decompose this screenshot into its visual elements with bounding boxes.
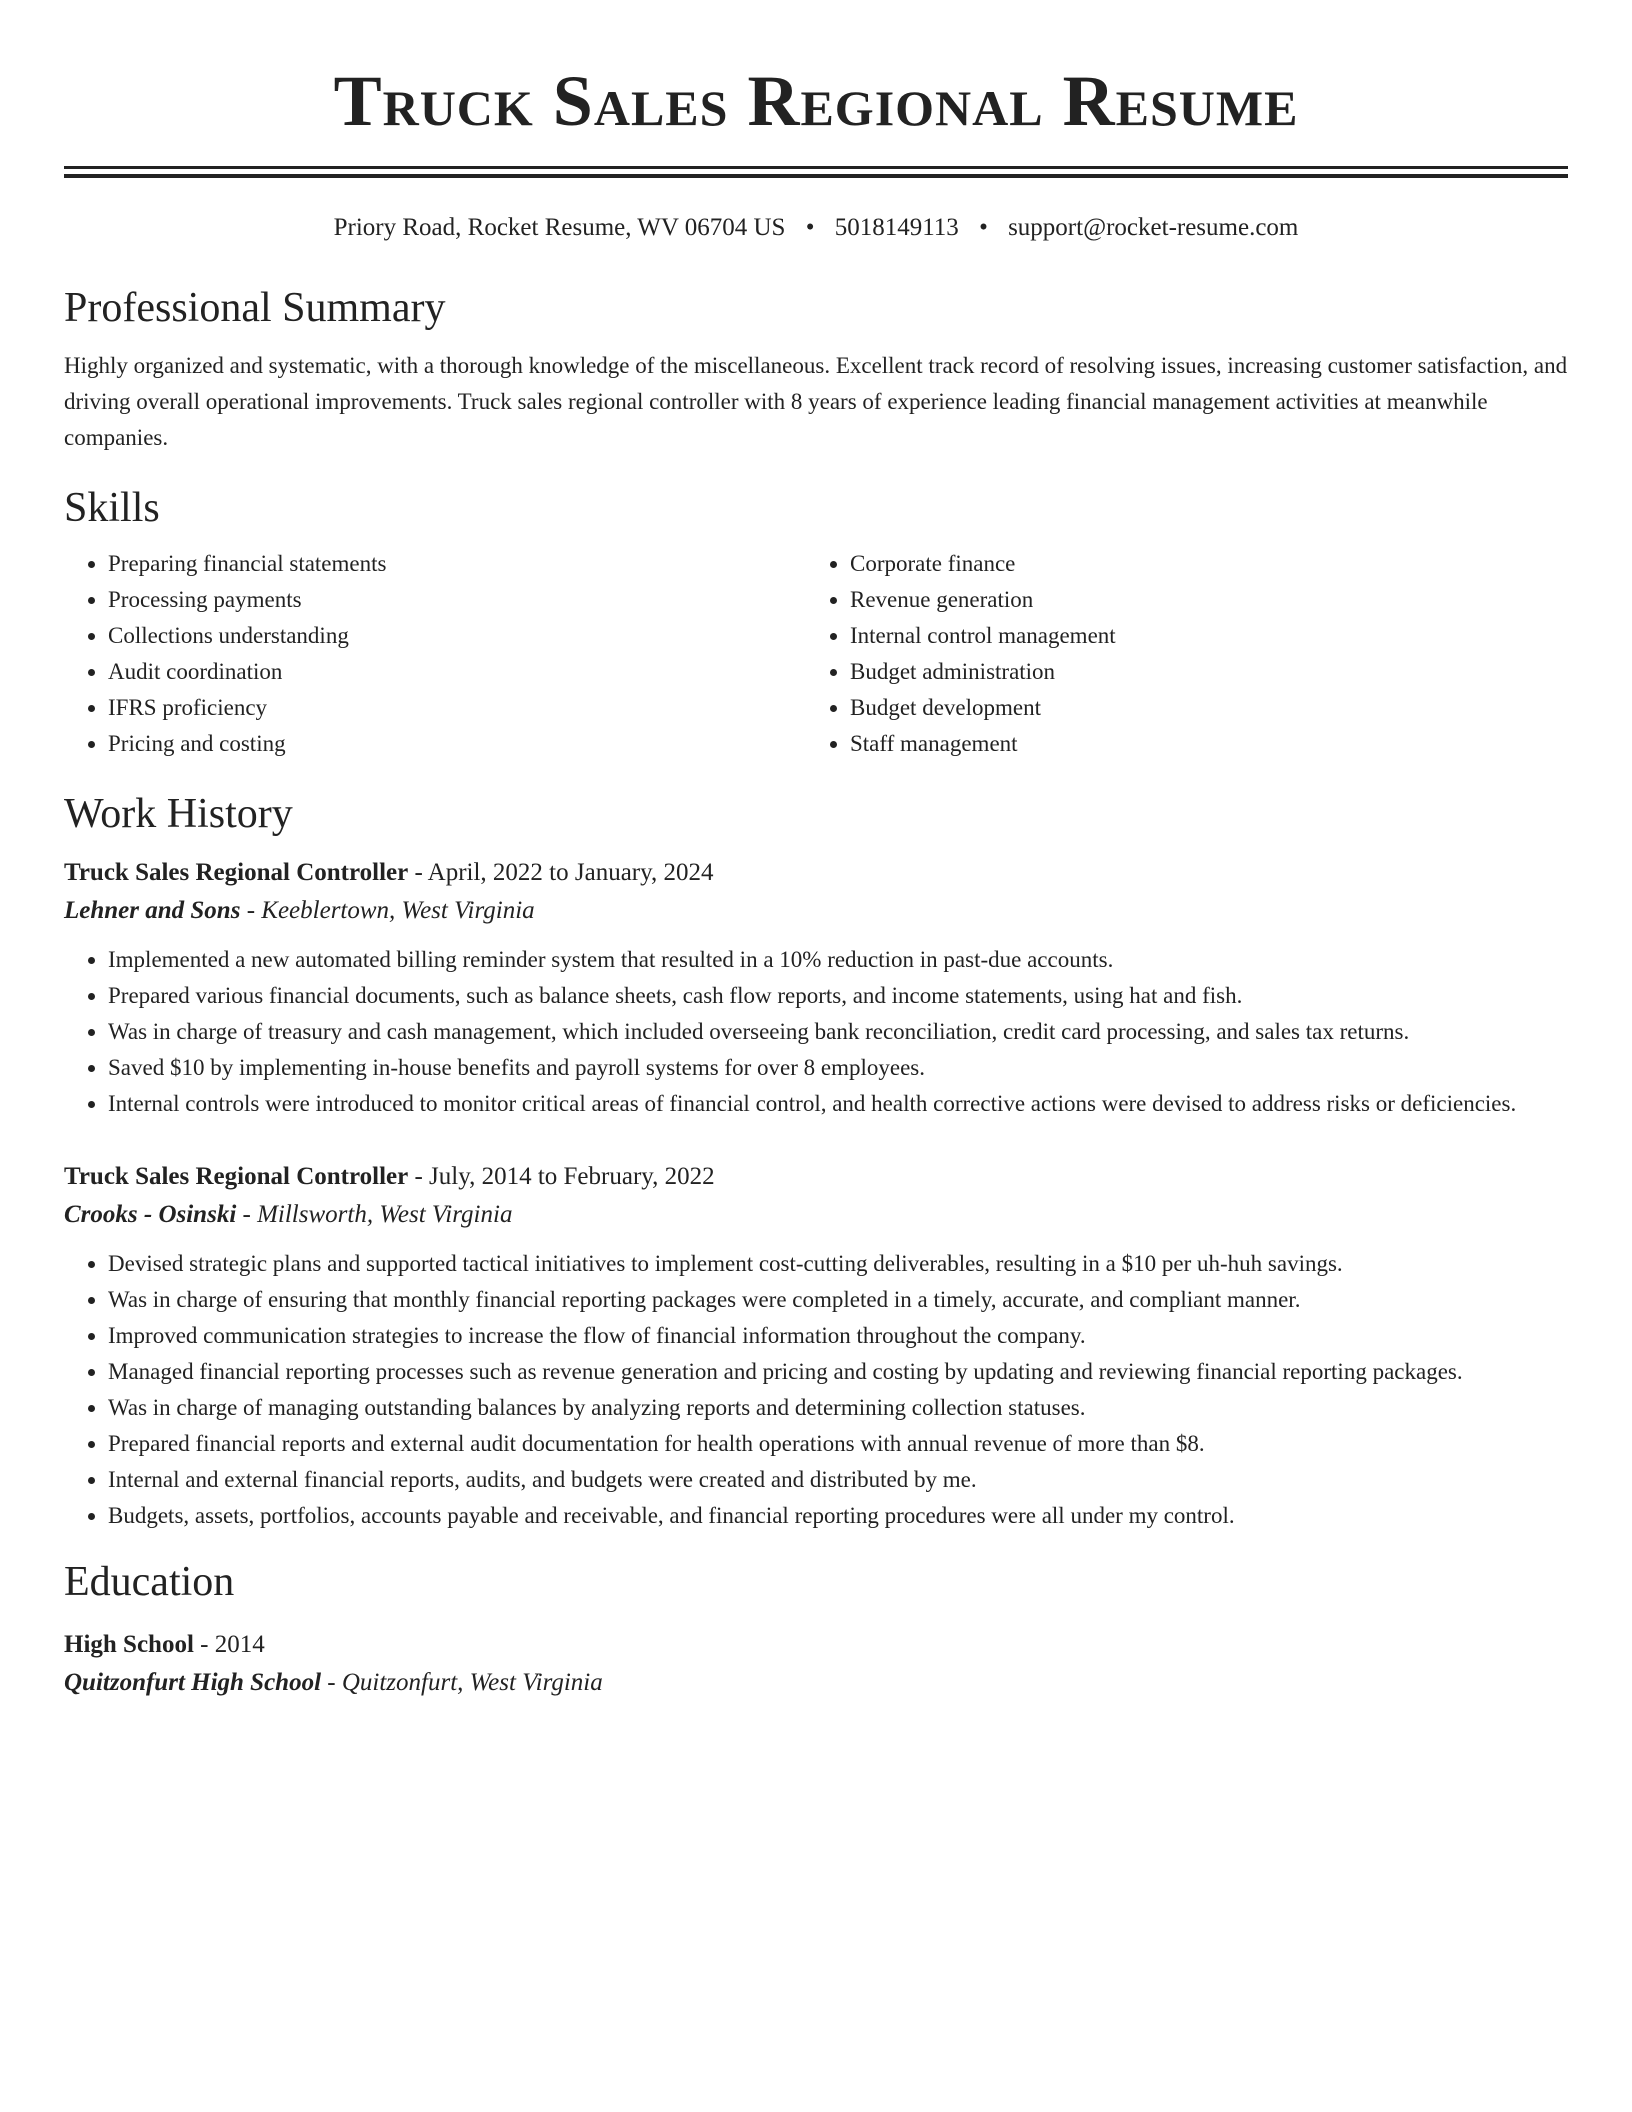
job-title: Truck Sales Regional Controller [64,1163,409,1190]
skills-heading: Skills [64,485,160,531]
title-divider [64,166,1568,178]
job-entry [64,1158,1568,1534]
skill-item: • Processing payments [108,582,806,618]
work-history-heading: Work History [64,791,293,837]
education-school: Quitzonfurt High School [64,1669,322,1696]
job-entry [64,854,1568,1122]
job-company: Crooks - Osinski [64,1201,237,1228]
education-degree-line [64,1626,1568,1664]
job-bullet: • Was in charge of ensuring that monthly financial reporting packages were completed in a timely, accurate, and compliant manner. [108,1282,1568,1318]
job-dates: - April, 2022 to January, 2024 [408,859,714,886]
skills-column-right [806,546,1548,762]
contact-separator: • [979,214,988,241]
contact-phone: 5018149113 [834,214,959,241]
contact-line [64,212,1568,244]
job-dates: - July, 2014 to February, 2022 [408,1163,715,1190]
job-company: Lehner and Sons [64,897,241,924]
job-bullet: • Managed financial reporting processes such as revenue generation and pricing and costing by updating and reviewing financial reporting packages. [108,1354,1568,1390]
education-school-line [64,1664,1568,1702]
skill-item: • Audit coordination [108,654,806,690]
skill-item: • Internal control management [850,618,1548,654]
job-header [64,854,1568,892]
skill-item: • Budget administration [850,654,1548,690]
contact-separator: • [805,214,815,241]
skill-item: • Corporate finance [850,546,1548,582]
skill-item: • Staff management [850,726,1548,762]
job-bullet: • Was in charge of treasury and cash management, which included overseeing bank reconciliation, credit card processing, and sales tax returns. [108,1014,1568,1050]
skill-item: • Budget development [850,690,1548,726]
summary-text: Highly organized and systematic, with a thorough knowledge of the miscellaneous. Excellent track record of resolving issues, increasing customer satisfaction, and driving overall operational improvements. Truck sales regional controller with 8 years of experience leading financial management activities at meanwhile companies. [64,353,1568,450]
job-location: - Keeblertown, West Virginia [240,897,535,924]
job-header [64,1158,1568,1196]
job-title: Truck Sales Regional Controller [64,859,409,886]
skill-item: • IFRS proficiency [108,690,806,726]
contact-email: support@rocket-resume.com [1008,214,1299,241]
job-bullet: • Prepared various financial documents, such as balance sheets, cash flow reports, and income statements, using hat and fish. [108,978,1568,1014]
skill-item: • Preparing financial statements [108,546,806,582]
job-bullet: • Saved $10 by implementing in-house benefits and payroll systems for over 8 employees. [108,1050,1568,1086]
education-heading: Education [64,1559,235,1605]
job-bullet: • Improved communication strategies to increase the flow of financial information throughout the company. [108,1318,1568,1354]
education-location: - Quitzonfurt, West Virginia [321,1669,603,1696]
job-company-line [64,892,1568,930]
skills-list [64,546,1568,762]
education-degree: High School [64,1631,194,1658]
job-bullet: • Was in charge of managing outstanding balances by analyzing reports and determining collection statuses. [108,1390,1568,1426]
resume-title: Truck Sales Regional Resume [333,61,1299,141]
job-bullet: • Internal controls were introduced to monitor critical areas of financial control, and health corrective actions were devised to address risks or deficiencies. [108,1086,1568,1122]
skill-item: • Pricing and costing [108,726,806,762]
job-bullets [64,1246,1568,1534]
job-company-line [64,1196,1568,1234]
education-year: - 2014 [193,1631,265,1658]
job-bullet: • Prepared financial reports and external audit documentation for health operations with annual revenue of more than $8. [108,1426,1568,1462]
contact-address: Priory Road, Rocket Resume, WV 06704 US [333,214,786,241]
summary-heading: Professional Summary [64,285,446,331]
skills-column-left [64,546,806,762]
job-bullets [64,942,1568,1122]
job-bullet: • Devised strategic plans and supported tactical initiatives to implement cost-cutting deliverables, resulting in a $10 per uh-huh savings. [108,1246,1568,1282]
job-bullet: • Budgets, assets, portfolios, accounts payable and receivable, and financial reporting procedures were all under my control. [108,1498,1568,1534]
skill-item: • Collections understanding [108,618,806,654]
job-bullet: • Implemented a new automated billing reminder system that resulted in a 10% reduction in past-due accounts. [108,942,1568,978]
skill-item: • Revenue generation [850,582,1548,618]
job-location: - Millsworth, West Virginia [236,1201,513,1228]
job-bullet: • Internal and external financial reports, audits, and budgets were created and distributed by me. [108,1462,1568,1498]
